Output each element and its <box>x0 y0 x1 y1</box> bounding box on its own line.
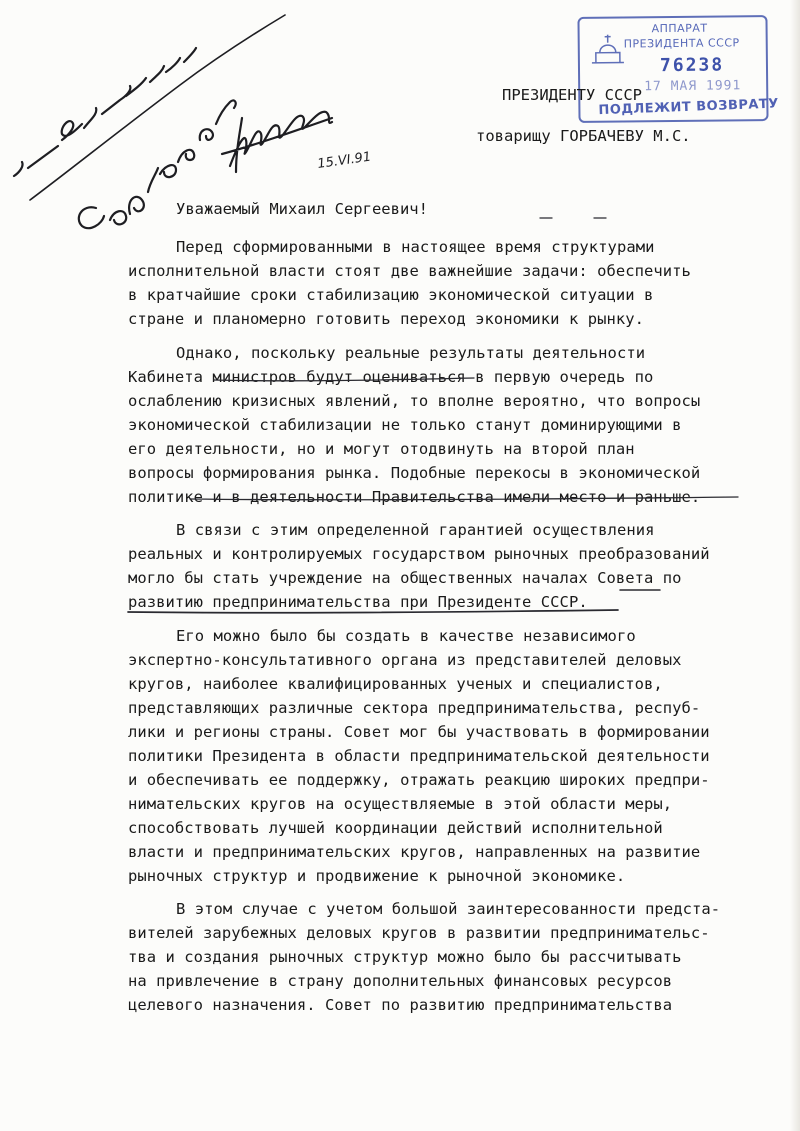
text-line: способствовать лучшей координации действий исполнительной <box>128 819 663 837</box>
text-line: экономической стабилизации не только станут доминирующими в <box>128 416 682 434</box>
text-line: представляющих различные сектора предпринимательства, респуб- <box>128 699 701 717</box>
text-line: власти и предпринимательских кругов, направленных на развитие <box>128 843 701 861</box>
salutation: Уважаемый Михаил Сергеевич! <box>176 200 428 218</box>
stamp-return-note: ПОДЛЕЖИТ ВОЗВРАТУ <box>598 96 780 119</box>
stamp-number: 76238 <box>659 54 725 77</box>
signature-date: 15.VI.91 <box>316 149 373 172</box>
text-line: кругов, наиболее квалифицированных ученых и специалистов, <box>128 675 663 693</box>
text-line: и обеспечивать ее поддержку, отражать реакцию широких предпри- <box>128 771 710 789</box>
text-line: Кабинета министров будут оцениваться в первую очередь по <box>128 368 654 386</box>
text-line: развитию предпринимательства при Президенте СССР. <box>128 593 588 611</box>
text-line: его деятельности, но и могут отодвинуть на второй план <box>128 440 635 458</box>
text-line: лики и регионы страны. Совет мог бы участвовать в формировании <box>128 723 710 741</box>
text-line: экспертно-консультативного органа из представителей деловых <box>128 651 682 669</box>
text-line: реальных и контролируемых государством рыночных преобразований <box>128 545 710 563</box>
text-line: тва и создания рыночных структур можно было бы рассчитывать <box>128 948 682 966</box>
text-line: целевого назначения. Совет по развитию предпринимательства <box>128 996 673 1014</box>
addressee-line-1: ПРЕЗИДЕНТУ СССР <box>502 86 642 104</box>
text-line: В этом случае с учетом большой заинтересованности предста- <box>176 900 721 918</box>
kremlin-dome-icon <box>588 30 628 66</box>
stamp-line-1: АППАРАТ <box>651 21 708 36</box>
text-line: исполнительной власти стоят две важнейшие задачи: обеспечить <box>128 262 691 280</box>
text-line: нимательских кругов на осуществляемые в этой области меры, <box>128 795 673 813</box>
handwritten-signature <box>222 112 332 172</box>
text-line: политике и в деятельности Правительства имели место и раньше. <box>128 488 701 506</box>
text-line: в кратчайшие сроки стабилизацию экономической ситуации в <box>128 286 654 304</box>
text-line: могло бы стать учреждение на общественных началах Совета по <box>128 569 682 587</box>
text-line: Однако, поскольку реальные результаты деятельности <box>176 344 646 362</box>
text-line: стране и планомерно готовить переход экономики к рынку. <box>128 310 644 328</box>
registration-stamp <box>577 15 780 123</box>
text-line: Его можно было бы создать в качестве независимого <box>176 627 636 645</box>
text-line: политики Президента в области предпринимательской деятельности <box>128 747 710 765</box>
text-line: на привлечение в страну дополнительных финансовых ресурсов <box>128 972 673 990</box>
stamp-line-2: ПРЕЗИДЕНТА СССР <box>623 36 740 51</box>
text-line: рыночных структур и продвижение к рыночной экономике. <box>128 867 626 885</box>
text-line: В связи с этим определенной гарантией осуществления <box>176 521 655 539</box>
handwritten-note-top <box>14 48 196 176</box>
text-line: Перед сформированными в настоящее время структурами <box>176 238 655 256</box>
addressee-line-2: товарищу ГОРБАЧЕВУ М.С. <box>476 127 691 145</box>
text-line: вопросы формирования рынка. Подобные перекосы в экономической <box>128 464 701 482</box>
text-line: вителей зарубежных деловых кругов в развитии предпринимательс- <box>128 924 710 942</box>
stamp-date: 17 МАЯ 1991 <box>644 78 742 95</box>
text-line: ослаблению кризисных явлений, то вполне вероятно, что вопросы <box>128 392 701 410</box>
